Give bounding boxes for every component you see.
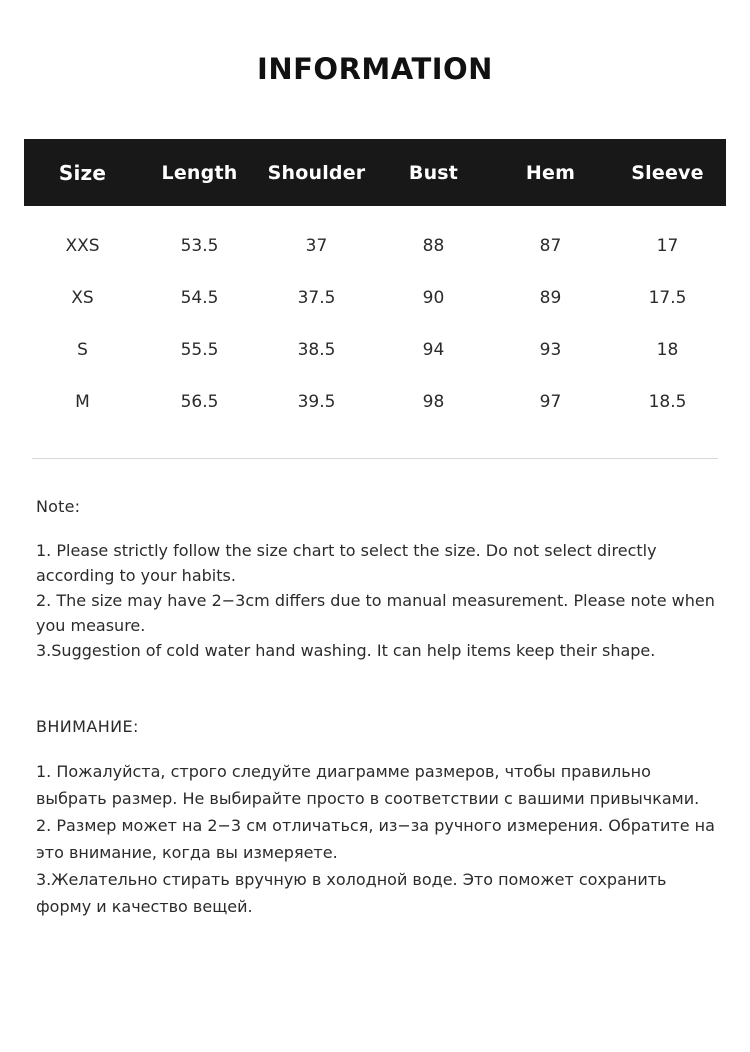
cell-hem: 89 <box>539 288 562 308</box>
table-header-row <box>24 139 726 206</box>
table-header-length: Length <box>161 162 238 184</box>
cell-sleeve: 18.5 <box>648 392 687 412</box>
table-header-hem: Hem <box>525 162 576 184</box>
size-chart <box>24 139 726 428</box>
notes-ru-block <box>36 717 716 920</box>
cell-length: 55.5 <box>180 340 219 360</box>
page-title: INFORMATION <box>257 52 493 86</box>
cell-length: 54.5 <box>180 288 219 308</box>
note-en-3: 3.Suggestion of cold water hand washing. It can help items keep their shape. <box>36 641 656 660</box>
table-header-size: Size <box>58 161 107 185</box>
cell-hem: 93 <box>539 340 562 360</box>
information-page <box>0 52 750 1052</box>
note-en-2: 2. The size may have 2−3cm differs due to manual measurement. Please note when you measure. <box>36 591 715 635</box>
table-header-bust: Bust <box>408 162 459 184</box>
size-table <box>24 139 726 428</box>
cell-shoulder: 37.5 <box>297 288 336 308</box>
section-divider <box>32 458 718 459</box>
cell-length: 56.5 <box>180 392 219 412</box>
cell-bust: 90 <box>422 288 445 308</box>
cell-sleeve: 18 <box>656 340 679 360</box>
cell-hem: 97 <box>539 392 562 412</box>
cell-bust: 98 <box>422 392 445 412</box>
cell-size: XXS <box>65 236 100 256</box>
cell-size: M <box>75 392 90 412</box>
notes-ru-heading: ВНИМАНИЕ: <box>36 717 139 736</box>
table-row <box>24 376 726 428</box>
cell-length: 53.5 <box>180 236 219 256</box>
cell-sleeve: 17.5 <box>648 288 687 308</box>
cell-bust: 88 <box>422 236 445 256</box>
notes-en-heading: Note: <box>36 497 81 516</box>
note-ru-3: 3.Желательно стирать вручную в холодной воде. Это поможет сохранить форму и качество вещей. <box>36 870 667 916</box>
note-ru-2: 2. Размер может на 2−3 см отличаться, из−за ручного измерения. Обратите на это внимание, когда вы измеряете. <box>36 816 715 862</box>
cell-size: XS <box>71 288 94 308</box>
note-ru-1: 1. Пожалуйста, строго следуйте диаграмме размеров, чтобы правильно выбрать размер. Не выбирайте просто в соответствии с вашими привычками. <box>36 762 700 808</box>
table-row <box>24 206 726 272</box>
note-en-1: 1. Please strictly follow the size chart to select the size. Do not select directly according to your habits. <box>36 541 657 585</box>
table-header-shoulder: Shoulder <box>267 162 366 184</box>
cell-bust: 94 <box>422 340 445 360</box>
cell-shoulder: 39.5 <box>297 392 336 412</box>
cell-sleeve: 17 <box>656 236 679 256</box>
cell-hem: 87 <box>539 236 562 256</box>
cell-size: S <box>77 340 88 360</box>
table-row <box>24 272 726 324</box>
notes-section <box>24 497 726 920</box>
table-header-sleeve: Sleeve <box>631 162 704 184</box>
size-table-head <box>24 139 726 206</box>
cell-shoulder: 37 <box>305 236 328 256</box>
table-row <box>24 324 726 376</box>
size-table-body <box>24 206 726 428</box>
cell-shoulder: 38.5 <box>297 340 336 360</box>
